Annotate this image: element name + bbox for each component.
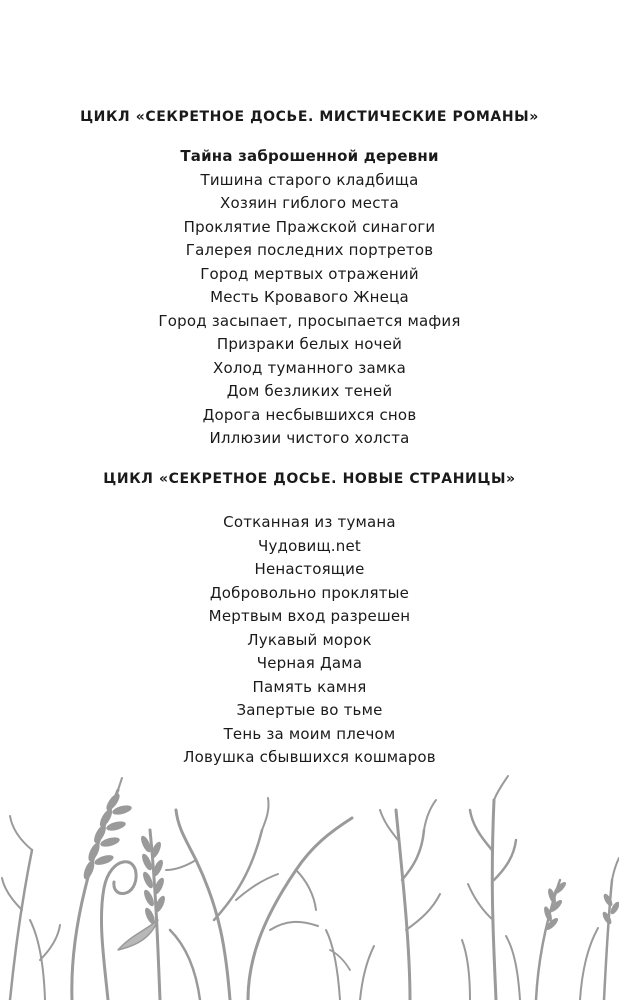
book-title: Ловушка сбывшихся кошмаров: [183, 748, 436, 766]
book-list: [0, 511, 619, 770]
book-title: Призраки белых ночей: [216, 335, 403, 353]
series-title: ЦИКЛ «СЕКРЕТНОЕ ДОСЬЕ. МИСТИЧЕСКИЕ РОМАНЫ»: [80, 109, 539, 125]
book-list: [0, 145, 619, 451]
book-title: Город засыпает, просыпается мафия: [158, 311, 461, 330]
book-title-current: Тайна заброшенной деревни: [180, 147, 439, 165]
book-title: Черная Дама: [256, 654, 363, 672]
book-title: Дом безликих теней: [226, 382, 393, 400]
wheat-stalk-right: [506, 880, 568, 1000]
book-title: Месть Кровавого Жнеца: [210, 288, 409, 306]
book-title: Ненастоящие: [254, 560, 365, 578]
leafy-stem-edge: [2, 816, 60, 1000]
sweeping-branches: [166, 798, 352, 1000]
book-title: Тень за моим плечом: [223, 724, 396, 743]
series-new-pages: [0, 470, 619, 770]
stalk-far-right: [580, 858, 619, 1000]
book-title: Запертые во тьме: [236, 701, 383, 719]
book-title: Память камня: [252, 677, 367, 696]
book-title: Проклятие Пражской синагоги: [183, 217, 436, 236]
book-title: Галерея последних портретов: [185, 241, 434, 259]
book-title: Сотканная из тумана: [223, 513, 396, 531]
book-title: Добровольно проклятые: [209, 583, 410, 602]
series-mystic-novels: [0, 108, 619, 451]
wheat-stalk-middle: [139, 830, 167, 1000]
book-title: Дорога несбывшихся снов: [202, 405, 417, 424]
thin-grass-center: [326, 930, 374, 1000]
book-title: Мертвым вход разрешен: [208, 607, 411, 625]
bare-trees-right: [380, 776, 516, 1000]
book-title: Чудовищ.net: [257, 536, 361, 555]
grass-and-branches-illustration: [0, 770, 619, 1000]
series-title: ЦИКЛ «СЕКРЕТНОЕ ДОСЬЕ. НОВЫЕ СТРАНИЦЫ»: [103, 471, 516, 487]
book-title: Город мертвых отражений: [200, 264, 419, 283]
book-title: Тишина старого кладбища: [200, 170, 419, 189]
book-title: Холод туманного замка: [212, 358, 407, 377]
book-title: Хозяин гиблого места: [220, 194, 399, 212]
wheat-stalk-left: [72, 778, 133, 1000]
book-title: Иллюзии чистого холста: [209, 429, 410, 447]
book-title: Лукавый морок: [247, 630, 372, 649]
